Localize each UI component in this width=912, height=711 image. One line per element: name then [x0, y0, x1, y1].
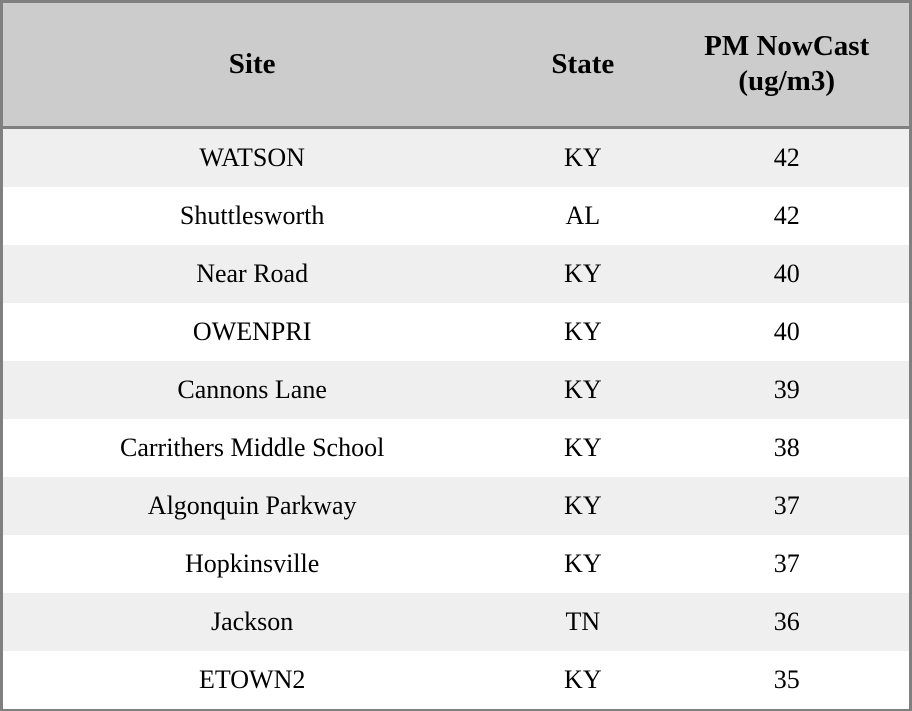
air-quality-table: [3, 3, 909, 709]
cell-state: KY: [501, 535, 664, 593]
column-header-state: State: [501, 3, 664, 127]
cell-state: KY: [501, 303, 664, 361]
cell-value: 37: [664, 477, 909, 535]
table-row: [3, 535, 909, 593]
cell-value: 38: [664, 419, 909, 477]
cell-state: KY: [501, 127, 664, 187]
column-header-site: Site: [3, 3, 501, 127]
cell-state: KY: [501, 245, 664, 303]
cell-state: AL: [501, 187, 664, 245]
table-row: [3, 303, 909, 361]
cell-site: Carrithers Middle School: [3, 419, 501, 477]
cell-site: Cannons Lane: [3, 361, 501, 419]
cell-site: Hopkinsville: [3, 535, 501, 593]
cell-value: 39: [664, 361, 909, 419]
table-row: [3, 245, 909, 303]
cell-site: WATSON: [3, 127, 501, 187]
cell-site: OWENPRI: [3, 303, 501, 361]
table-header: [3, 3, 909, 127]
cell-site: Jackson: [3, 593, 501, 651]
table-row: [3, 593, 909, 651]
cell-state: KY: [501, 651, 664, 709]
cell-value: 42: [664, 127, 909, 187]
cell-value: 37: [664, 535, 909, 593]
cell-site: Algonquin Parkway: [3, 477, 501, 535]
cell-value: 40: [664, 245, 909, 303]
table-row: [3, 127, 909, 187]
cell-value: 36: [664, 593, 909, 651]
cell-value: 40: [664, 303, 909, 361]
table-row: [3, 361, 909, 419]
cell-site: Near Road: [3, 245, 501, 303]
cell-state: KY: [501, 361, 664, 419]
cell-value: 35: [664, 651, 909, 709]
cell-site: ETOWN2: [3, 651, 501, 709]
table-row: [3, 419, 909, 477]
cell-site: Shuttlesworth: [3, 187, 501, 245]
table-body: [3, 127, 909, 709]
cell-state: KY: [501, 419, 664, 477]
cell-value: 42: [664, 187, 909, 245]
table-row: [3, 651, 909, 709]
cell-state: KY: [501, 477, 664, 535]
column-header-pm-nowcast: PM NowCast (ug/m3): [664, 3, 909, 127]
table-row: [3, 187, 909, 245]
table-header-row: [3, 3, 909, 127]
table-row: [3, 477, 909, 535]
cell-state: TN: [501, 593, 664, 651]
